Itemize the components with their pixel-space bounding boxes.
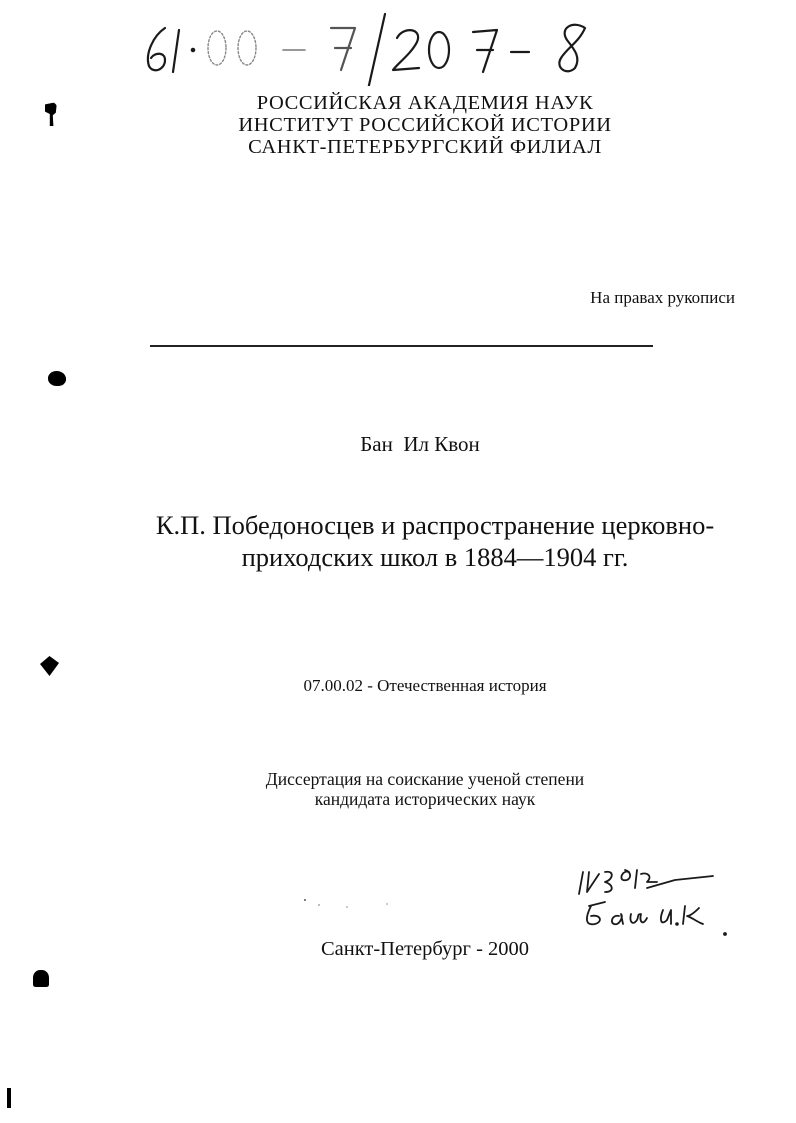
title-line-1: К.П. Победоносцев и распространение церковно- (155, 510, 715, 540)
author-signature (575, 858, 735, 938)
scan-artifact-mark (7, 1088, 11, 1108)
degree-statement (190, 769, 660, 809)
degree-line-2: кандидата исторических наук (314, 789, 536, 809)
scan-speck (346, 906, 348, 908)
horizontal-divider (150, 345, 653, 347)
scan-artifact-mark (40, 656, 59, 676)
scan-speck (304, 899, 306, 901)
manuscript-rights-note: На правах рукописи (590, 288, 735, 307)
scan-speck (386, 903, 388, 905)
organization-line-branch: САНКТ-ПЕТЕРБУРГСКИЙ ФИЛИАЛ (248, 136, 602, 158)
handwritten-archive-code (135, 6, 615, 86)
organization-line-academy: РОССИЙСКАЯ АКАДЕМИЯ НАУК (256, 92, 594, 114)
handwritten-code-strokes (135, 6, 615, 86)
scan-artifact-mark (33, 970, 49, 987)
organization-header (160, 92, 690, 158)
scan-artifact-mark (45, 102, 57, 126)
specialty-code: 07.00.02 - Отечественная история (303, 676, 547, 695)
organization-line-institute: ИНСТИТУТ РОССИЙСКОЙ ИСТОРИИ (238, 114, 612, 136)
scan-speck (318, 904, 320, 906)
scan-artifact-mark (48, 371, 66, 386)
place-and-year: Санкт-Петербург - 2000 (320, 938, 530, 960)
title-line-2: приходских школ в 1884—1904 гг. (241, 542, 629, 572)
dissertation-title (100, 509, 770, 573)
degree-line-1: Диссертация на соискание ученой степени (265, 769, 585, 789)
signature-strokes (575, 858, 735, 938)
author-name: Бан Ил Квон (360, 432, 480, 456)
